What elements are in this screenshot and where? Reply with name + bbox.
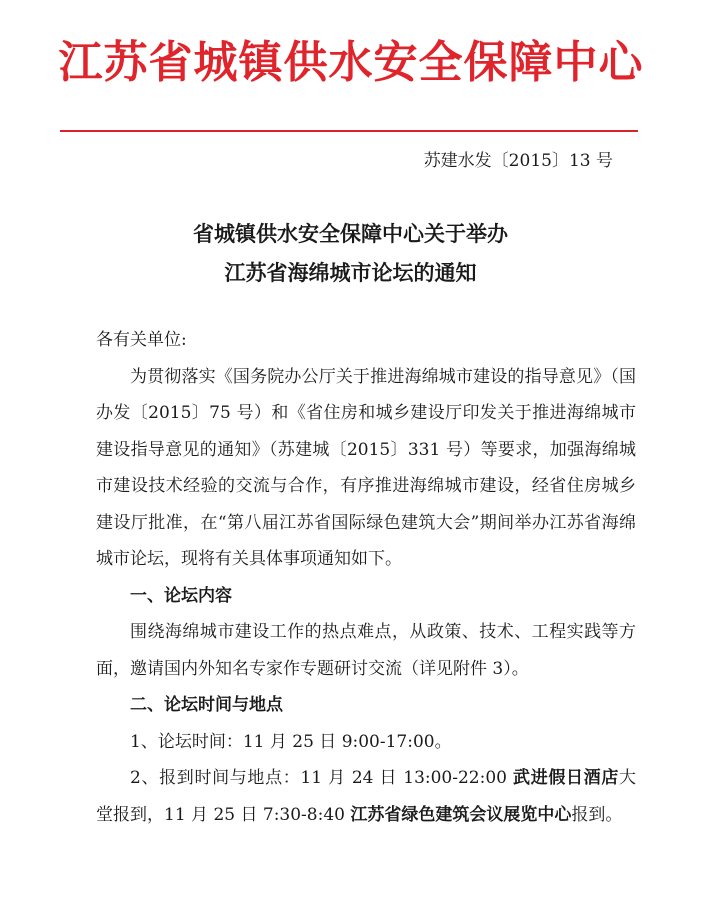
- document-title-line-1: 省城镇供水安全保障中心关于举办: [193, 222, 508, 246]
- document-number: 苏建水发〔2015〕13 号: [423, 151, 613, 171]
- document-body: [96, 322, 636, 833]
- venue-2: 江苏省绿色建筑会议展览中心: [350, 804, 572, 825]
- section-2-heading: 二、论坛时间与地点: [130, 695, 283, 715]
- section-2-item-2: [96, 760, 636, 833]
- item-2-tail: 报到。: [571, 804, 623, 825]
- venue-1: 武进假日酒店: [513, 768, 620, 788]
- letterhead-divider: [60, 130, 638, 132]
- item-2-lead: 2、报到时间与地点：11 月 24 日 13:00-22:00: [130, 768, 514, 788]
- document-title-line-2: 江苏省海绵城市论坛的通知: [224, 261, 477, 285]
- section-1-text: 围绕海绵城市建设工作的热点难点，从政策、技术、工程实践等方面，邀请国内外知名专家作专题研讨交流（详见附件 3）。: [96, 622, 636, 679]
- intro-paragraph: 为贯彻落实《国务院办公厅关于推进海绵城市建设的指导意见》（国办发〔2015〕75 号）和《省住房和城乡建设厅印发关于推进海绵城市建设指导意见的通知》（苏建城〔2015〕331 号）等要求，加强海绵城市建设技术经验的交流与合作，有序推进海绵城市建设，经省住房城乡建设厅批准，在“第八届江苏省国际绿色建筑大会”期间举办江苏省海绵城市论坛，现将有关具体事项通知如下。: [96, 366, 636, 569]
- item-2-mid: 大堂报到，11 月 25 日 7:30-8:40: [96, 768, 637, 825]
- salutation: 各有关单位:: [96, 330, 187, 350]
- letterhead-org-name: 江苏省城镇供水安全保障中心: [58, 37, 644, 88]
- section-2-item-1: 1、论坛时间：11 月 25 日 9:00-17:00。: [130, 731, 452, 752]
- section-1-heading: 一、论坛内容: [130, 585, 232, 606]
